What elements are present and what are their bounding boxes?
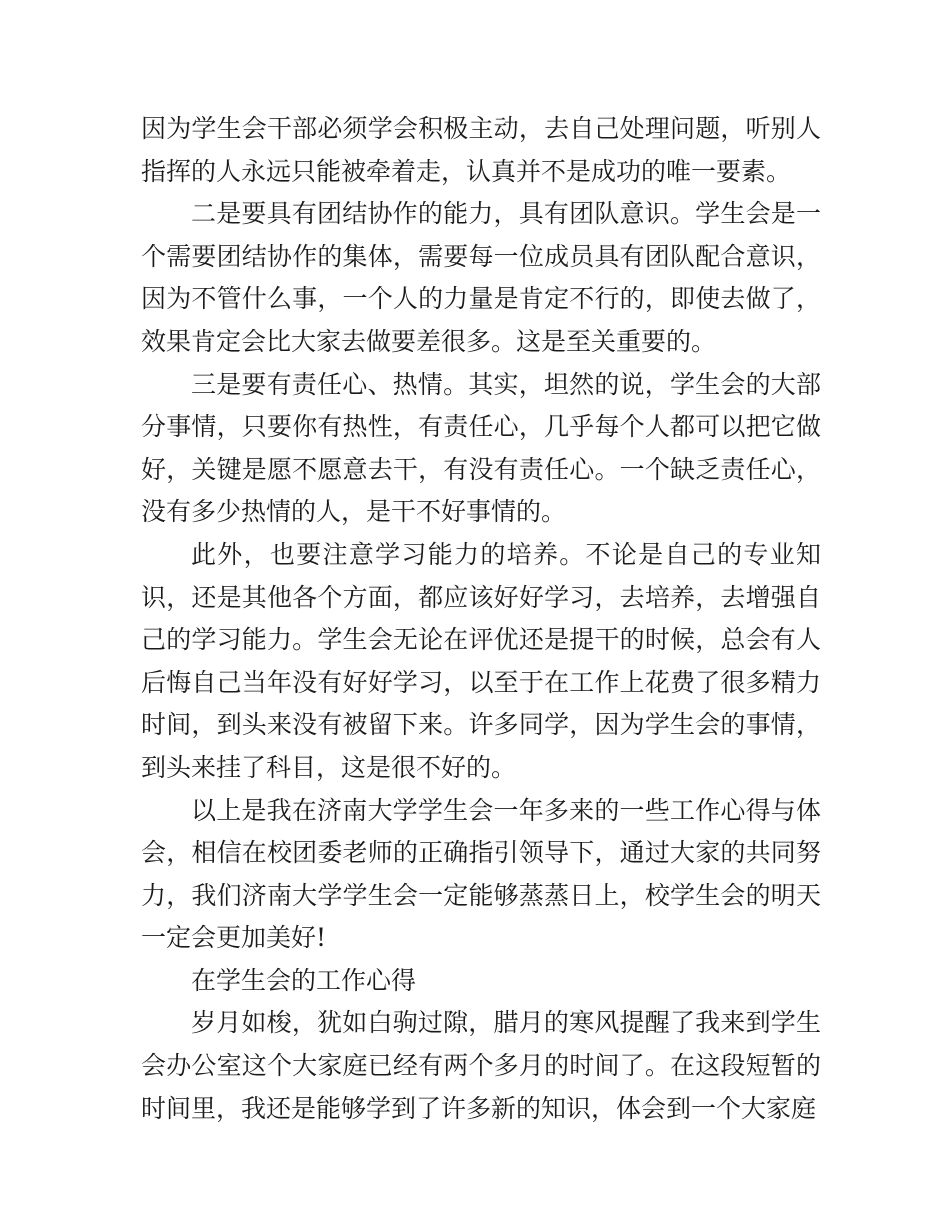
paragraph-time: 岁月如梭，犹如白驹过隙，腊月的寒风提醒了我来到学生会办公室这个大家庭已经有两个多月的时间了。在这段短暂的时间里，我还是能够学到了许多新的知识，体会到一个大家庭: [141, 1008, 821, 1123]
section-heading: 在学生会的工作心得: [191, 965, 417, 995]
paragraph-learning: 此外，也要注意学习能力的培养。不论是自己的专业知识，还是其他各个方面，都应该好好学习，去培养，去增强自己的学习能力。学生会无论在评优还是提干的时候，总会有人后悔自己当年没有好好学习，以至于在工作上花费了很多精力时间，到头来没有被留下来。许多同学，因为学生会的事情，到头来挂了科目，这是很不好的。: [141, 539, 821, 782]
document-body: [141, 108, 821, 1130]
paragraph-teamwork: 二是要具有团结协作的能力，具有团队意识。学生会是一个需要团结协作的集体，需要每一位成员具有团队配合意识，因为不管什么事，一个人的力量是肯定不行的，即使去做了，效果肯定会比大家去做要差很多。这是至关重要的。: [141, 199, 821, 356]
paragraph-conclusion: 以上是我在济南大学学生会一年多来的一些工作心得与体会，相信在校团委老师的正确指引领导下，通过大家的共同努力，我们济南大学学生会一定能够蒸蒸日上，校学生会的明天一定会更加美好!: [141, 795, 821, 953]
paragraph-responsibility: 三是要有责任心、热情。其实，坦然的说，学生会的大部分事情，只要你有热性，有责任心，几乎每个人都可以把它做好，关键是愿不愿意去干，有没有责任心。一个缺乏责任心，没有多少热情的人，是干不好事情的。: [141, 369, 821, 527]
paragraph-continued: 因为学生会干部必须学会积极主动，去自己处理问题，听别人指挥的人永远只能被牵着走，认真并不是成功的唯一要素。: [141, 114, 821, 186]
